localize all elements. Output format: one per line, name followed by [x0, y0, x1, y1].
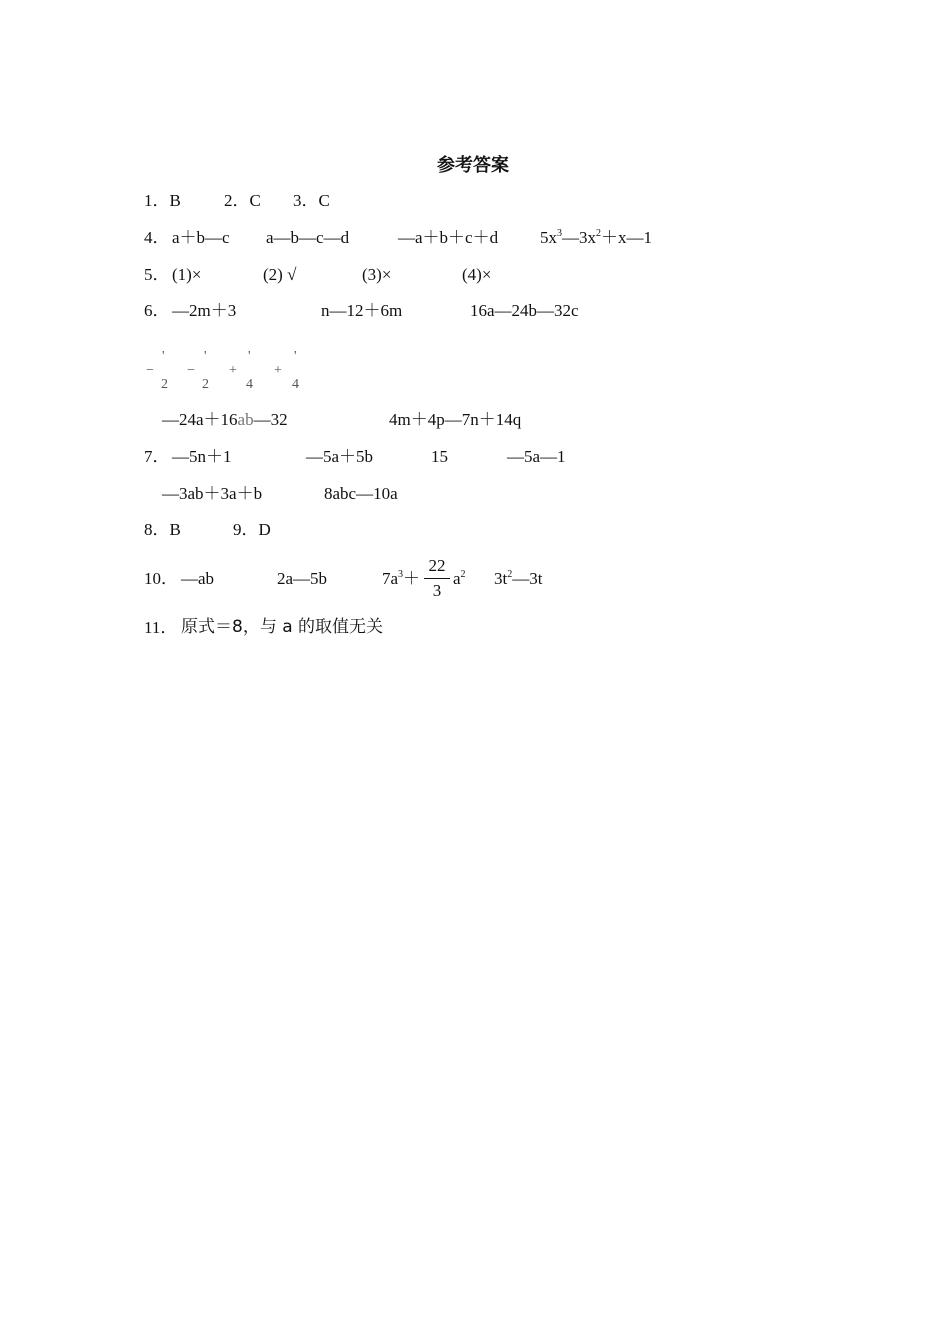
- garbled-sign-1: −: [146, 363, 154, 378]
- garbled-digit-4: 4: [292, 377, 299, 392]
- fraction-denominator: 3: [432, 581, 442, 600]
- answer-7-a: —5n＋1: [172, 447, 232, 466]
- answer-6-d-post: —32: [253, 410, 288, 429]
- answer-6-d: [162, 411, 288, 428]
- fraction-numerator: 22: [428, 556, 446, 575]
- answer-10-c-a-text: a: [453, 569, 461, 588]
- answer-6-d-faint: ab: [237, 410, 254, 429]
- answer-5-c: (3)×: [362, 265, 392, 284]
- answer-7-f: 8abc—10a: [324, 484, 398, 503]
- answer-6-c: 16a—24b—32c: [470, 301, 579, 320]
- answer-1: 1．B: [144, 191, 181, 210]
- answer-6-b: n—12＋6m: [321, 301, 403, 320]
- garbled-term-3: [229, 350, 253, 396]
- answer-2: 2．C: [224, 191, 261, 210]
- answer-11-number: 11．: [144, 618, 178, 637]
- garbled-tick-1: ': [162, 349, 165, 364]
- answer-10-number: 10．: [144, 569, 178, 588]
- answer-4-number: 4．: [144, 228, 170, 247]
- garbled-sign-4: +: [274, 363, 282, 378]
- answer-7-e: —3ab＋3a＋b: [162, 484, 263, 503]
- answer-4-d-exp1: 3: [557, 228, 562, 239]
- answer-10-c-fraction: [424, 556, 450, 601]
- answer-10-c-a-exp: 2: [460, 569, 466, 580]
- garbled-tick-3: ': [248, 349, 251, 364]
- answer-8: 8．B: [144, 520, 181, 539]
- answer-10-c-exp: 3: [398, 569, 404, 580]
- garbled-term-4: [274, 350, 300, 396]
- answer-4-c: —a＋b＋c＋d: [398, 228, 499, 247]
- answer-4-a: a＋b—c: [172, 228, 230, 247]
- garbled-tick-4: ': [294, 349, 297, 364]
- answer-5-d: (4)×: [462, 265, 492, 284]
- garbled-tick-2: ': [204, 349, 207, 364]
- answer-6-number: 6．: [144, 301, 170, 320]
- answer-4-d-exp2: 2: [596, 228, 601, 239]
- garbled-sign-2: −: [187, 363, 195, 378]
- garbled-digit-2: 2: [202, 377, 209, 392]
- garbled-sign-3: +: [229, 363, 237, 378]
- garbled-term-2: [187, 350, 207, 396]
- answer-10-d: [494, 570, 542, 587]
- answer-4-b: a—b—c—d: [266, 228, 350, 247]
- answer-10-d-end: —3t: [512, 569, 543, 588]
- answer-4-d: [540, 229, 652, 246]
- answer-6-d-pre: —24a＋16: [162, 410, 238, 429]
- answer-7-c: 15: [431, 447, 448, 466]
- answer-9: 9．D: [233, 520, 271, 539]
- garbled-digit-1: 2: [161, 377, 168, 392]
- page-title: 参考答案: [437, 155, 509, 175]
- answer-6-e: 4m＋4p—7n＋14q: [389, 410, 522, 429]
- answer-5-b: (2) √: [263, 265, 297, 284]
- garbled-digit-3: 4: [246, 377, 253, 392]
- answer-4-d-end: ＋x—1: [601, 228, 652, 247]
- answer-7-b: —5a＋5b: [306, 447, 374, 466]
- garbled-term-1: [146, 350, 166, 396]
- answer-4-d-base1: 5x: [540, 228, 557, 247]
- answer-10-c-a: [453, 570, 466, 587]
- answer-5-a: (1)×: [172, 265, 202, 284]
- answer-5-number: 5．: [144, 265, 170, 284]
- answer-7-d: —5a—1: [507, 447, 566, 466]
- answer-10-c-base-text: 7a: [382, 569, 399, 588]
- answer-10-a: —ab: [181, 569, 215, 588]
- answer-10-b: 2a—5b: [277, 569, 328, 588]
- answer-4-d-mid: —3x: [562, 228, 596, 247]
- answer-11-text: 原式＝8，与 a 的取值无关: [181, 617, 384, 637]
- answer-10-c-base: [382, 570, 420, 587]
- answer-10-d-exp: 2: [507, 569, 513, 580]
- answer-10-c-plus: ＋: [403, 569, 421, 588]
- answer-10-d-base: 3t: [494, 569, 508, 588]
- answer-3: 3．C: [293, 191, 330, 210]
- answer-6-a: —2m＋3: [172, 301, 237, 320]
- answer-7-number: 7．: [144, 447, 170, 466]
